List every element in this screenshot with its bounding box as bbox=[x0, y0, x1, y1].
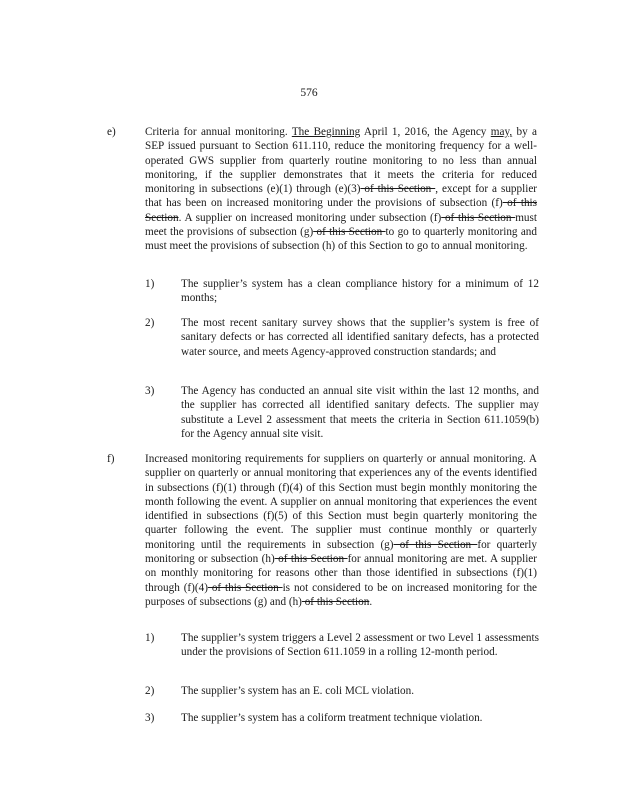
item-text: The Agency has conducted an annual site visit within the last 12 months, and the supplier has corrected all identified sanitary defects. The supplier may substitute a Level 2 assessment that meets the criteria in Section 611.1059(b) for the Agency annual site visit. bbox=[181, 385, 539, 440]
text-run: Increased monitoring requirements for suppliers on quarterly or annual monitoring. A supplier on quarterly or annual monitoring that experiences any of the events identified in subsections (f)(1) through (f)(4) of this Section must begin monthly monitoring the month following the event. A supplier on annual monitoring that experiences the event identified in subsections (f)(5) of this Section must begin quarterly monitoring the quarter following the event. The supplier must continue monthly or quarterly monitoring until the requirements in subsection (g) bbox=[145, 453, 537, 551]
item-label: 1) bbox=[145, 632, 155, 644]
item-label: 3) bbox=[145, 385, 155, 397]
text-run: must meet the provisions of subsection (g) bbox=[145, 211, 537, 239]
page-number: 576 bbox=[300, 87, 318, 99]
item-label: 2) bbox=[145, 317, 155, 329]
text-run: for quarterly monitoring or subsection (h) bbox=[145, 538, 537, 566]
item-label: 1) bbox=[145, 278, 155, 290]
text-run: April 1, 2016, the Agency bbox=[360, 126, 491, 138]
struck-text: of this Section bbox=[313, 226, 386, 239]
text-run: for annual monitoring are met. A supplier on monthly monitoring for reasons other than those identified in subsections (f)(1) through (f)(4) bbox=[145, 553, 537, 594]
text-run: Criteria for annual monitoring. bbox=[145, 126, 292, 138]
struck-text: of this Section bbox=[393, 538, 478, 551]
item-label: 2) bbox=[145, 685, 155, 697]
item-text: The most recent sanitary survey shows that the supplier’s system is free of sanitary defects or has corrected all identified sanitary defects, has a protected water source, and meets Agency-approved construction standards; and bbox=[181, 317, 539, 358]
item-text: The supplier’s system has an E. coli MCL violation. bbox=[181, 685, 415, 697]
item-text: The supplier’s system has a clean compliance history for a minimum of 12 months; bbox=[181, 278, 539, 305]
section-label: f) bbox=[107, 453, 115, 465]
inserted-text: The Beginning bbox=[291, 126, 361, 138]
text-run: . bbox=[369, 595, 373, 608]
text-run: . A supplier on increased monitoring under subsection (f) bbox=[178, 211, 442, 224]
struck-text: of this Section bbox=[360, 183, 436, 196]
item-label: 3) bbox=[145, 712, 155, 724]
struck-text: of this Section bbox=[441, 211, 516, 224]
section-text bbox=[145, 452, 537, 609]
struck-text: of this Section bbox=[207, 581, 283, 594]
text-run: to go to quarterly monitoring and must meet the provisions of subsection (h) of this Section to go to annual monitoring. bbox=[145, 226, 537, 253]
text-run: , except for a supplier that has been on increased monitoring under the provisions of subsection (f) bbox=[145, 183, 538, 210]
item-text: The supplier’s system triggers a Level 2 assessment or two Level 1 assessments under the provisions of Section 611.1059 in a rolling 12-month period. bbox=[181, 632, 539, 659]
section-label: e) bbox=[107, 126, 116, 138]
struck-text: of this Section bbox=[301, 595, 370, 608]
section-text bbox=[145, 125, 537, 254]
struck-text: of this Section bbox=[274, 553, 348, 566]
text-run: is not considered to be on increased monitoring for the purposes of subsections (g) and (h) bbox=[145, 581, 538, 608]
struck-text: of this Section bbox=[145, 197, 537, 224]
item-text: The supplier’s system has a coliform treatment technique violation. bbox=[181, 712, 483, 724]
text-run: by a SEP issued pursuant to Section 611.110, reduce the monitoring frequency for a well-operated GWS supplier from quarterly routine monitoring to no less than annual monitoring, if the supplier demonstrates that it meets the criteria for reduced monitoring in subsections (e)(1) through (e)(3) bbox=[145, 126, 538, 196]
inserted-text: may, bbox=[490, 126, 513, 138]
